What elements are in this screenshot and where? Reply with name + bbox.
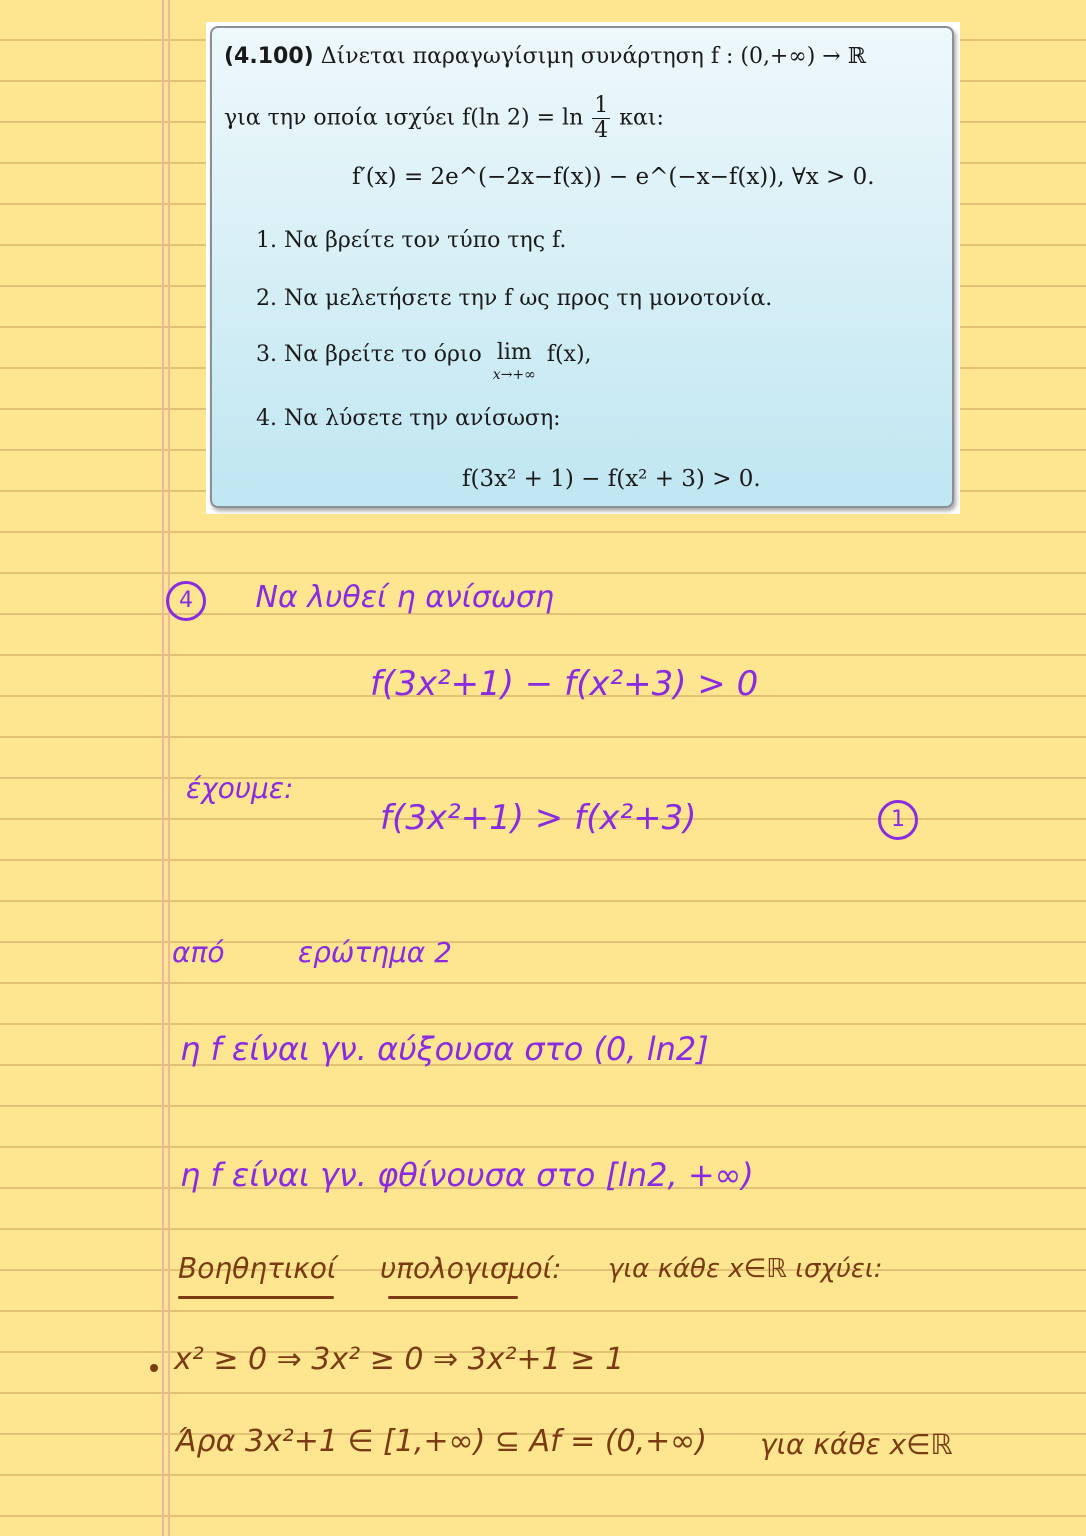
note-line-8: x² ≥ 0 ⇒ 3x² ≥ 0 ⇒ 3x²+1 ≥ 1 <box>174 1342 625 1377</box>
problem-condition-end: και: <box>619 105 664 131</box>
note-exoume: έχουμε: <box>186 772 294 805</box>
problem-intro-line-1 <box>224 44 866 69</box>
margin-line <box>168 0 170 1536</box>
note-reference <box>878 800 918 840</box>
note-aux-b: υπολογισμοί: <box>380 1252 562 1285</box>
problem-screenshot <box>206 22 960 514</box>
underline-stroke <box>178 1296 334 1299</box>
problem-intro-line-2 <box>224 94 664 143</box>
item-number: 3. <box>256 342 277 367</box>
underline-stroke <box>388 1296 518 1299</box>
note-line-1 <box>166 580 554 621</box>
note-line-3: f(3x²+1) > f(x²+3) <box>380 798 697 838</box>
note-line-9b: για κάθε x∈ℝ <box>760 1428 953 1461</box>
note-aux-c: για κάθε x∈ℝ ισχύει: <box>608 1254 883 1284</box>
note-line-6: η f είναι γν. φθίνουσα στο [ln2, +∞) <box>180 1156 754 1194</box>
question-item-1 <box>256 228 566 253</box>
note-aux-a: Βοηθητικοί <box>178 1252 337 1285</box>
note-text: Να λυθεί η ανίσωση <box>255 580 555 615</box>
limit-label: lim <box>496 340 532 365</box>
inequality-equation: f(3x² + 1) − f(x² + 3) > 0. <box>462 466 761 492</box>
note-line-5: η f είναι γν. αύξουσα στο (0, ln2] <box>180 1030 709 1068</box>
item-text: Να βρείτε τον τύπο της f. <box>284 228 567 253</box>
note-erotima: ερώτημα 2 <box>298 936 452 969</box>
bullet-dot <box>150 1364 158 1372</box>
item-text: Να λύσετε την ανίσωση: <box>284 406 561 431</box>
item-number: 2. <box>256 286 277 311</box>
limit-subscript: x→+∞ <box>492 367 536 383</box>
item-number: 4. <box>256 406 277 431</box>
problem-box <box>210 26 954 508</box>
circled-number: 4 <box>166 581 206 621</box>
item-text: Να βρείτε το όριο <box>284 342 482 367</box>
note-line-2: f(3x²+1) − f(x²+3) > 0 <box>370 664 759 704</box>
problem-intro-text: Δίνεται παραγωγίσιμη συνάρτηση f : (0,+∞) → ℝ <box>320 44 866 69</box>
note-apo: από <box>172 936 225 969</box>
question-item-4 <box>256 406 561 431</box>
fraction-denominator: 4 <box>594 118 609 144</box>
margin-line <box>162 0 164 1536</box>
problem-condition: για την οποία ισχύει f(ln 2) = ln <box>224 105 584 131</box>
limit-operator <box>493 342 536 382</box>
fraction <box>592 94 610 143</box>
item-text: Να μελετήσετε την f ως προς τη μονοτονία. <box>284 286 773 311</box>
question-item-3 <box>256 342 592 382</box>
question-item-2 <box>256 286 772 311</box>
limit-function: f(x), <box>546 342 592 367</box>
main-equation: f′(x) = 2e^(−2x−f(x)) − e^(−x−f(x)), ∀x > 0. <box>352 164 875 190</box>
fraction-numerator: 1 <box>594 93 609 118</box>
note-line-9: Άρα 3x²+1 ∈ [1,+∞) ⊆ Af = (0,+∞) <box>176 1424 707 1459</box>
item-number: 1. <box>256 228 277 253</box>
problem-id: (4.100) <box>224 44 314 69</box>
circled-reference: 1 <box>878 800 918 840</box>
